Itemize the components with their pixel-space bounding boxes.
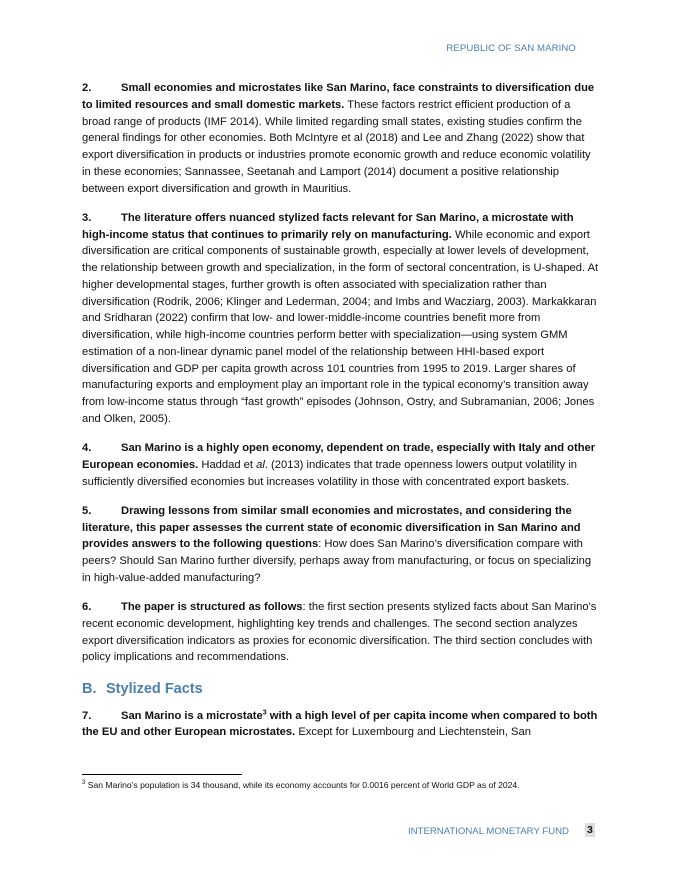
paragraph-3 xyxy=(82,210,600,428)
section-letter: B. xyxy=(82,680,97,697)
paragraph-5 xyxy=(82,503,600,587)
paragraph-text: Except for Luxembourg and Liechtenstein, San xyxy=(295,726,531,739)
paragraph-text: While economic and export diversification are critical components of sustainable growth, especially at lower levels of development, the relationship between growth and specialization, in the form of sectoral concentration, is U-shaped. At higher developmental stages, further growth is often associated with specialization rather than diversification (Rodrik, 2006; Klinger and Lederman, 2004; and Imbs and Wacziarg, 2003). Markakkaran and Sridharan (2022) confirm that low- and lower-middle-income countries benefit more from diversification, while high-income countries perform better with specialization—using system GMM estimation of a non-linear dynamic panel model of the relationship between HHI-based export diversification and GDP per capita growth across 101 countries from 1995 to 2019. Larger shares of manufacturing exports and employment play an important role in the typical economy’s transition away from low-income status through “fast growth” episodes (Johnson, Ostry, and Subramanian, 2006; Jones and Olken, 2005). xyxy=(82,228,599,425)
paragraph-text: : the first section presents stylized facts about San Marino's recent economic development, highlighting key trends and challenges. The second section analyzes export diversification indicators as proxies for economic diversification. The third section concludes with policy implications and recommendations. xyxy=(82,601,597,664)
paragraph-2 xyxy=(82,80,600,197)
paragraph-lead: The paper is structured as follows xyxy=(121,601,303,613)
document-body xyxy=(82,80,600,754)
section-title: Stylized Facts xyxy=(106,680,203,697)
section-heading xyxy=(82,679,600,699)
footnote-divider xyxy=(82,774,242,775)
paragraph-number: 5. xyxy=(82,504,92,517)
paragraph-lead-a: San Marino is a microstate xyxy=(121,709,263,722)
paragraph-lead: The literature offers nuanced stylized facts relevant for San Marino, a microstate with high-income status that continues to primarily rely on manufacturing. xyxy=(82,211,574,241)
paragraph-text: . (2013) indicates that trade openness lowers output volatility in sufficiently diversified economies but increases volatility in those with concentrated export baskets. xyxy=(82,458,578,488)
paragraph-text: Haddad et xyxy=(198,458,257,471)
paragraph-text: These factors restrict efficient production of a broad range of products (IMF 2014). While limited regarding small states, existing studies confirm the general findings for other economies. Both McIntyre et al (2018) and Lee and Zhang (2022) show that export diversification in products or industries promote economic growth and reduce economic volatility in these economies; Sannassee, Seetanah and Lamport (2014) document a positive relationship between export diversification and growth in Mauritius. xyxy=(82,98,591,195)
page-number: 3 xyxy=(587,824,593,836)
paragraph-6 xyxy=(82,599,600,666)
paragraph-lead: Drawing lessons from similar small economies and microstates, and considering the literature, this paper assesses the current state of economic diversification in San Marino and provides answers to the following questions xyxy=(82,504,581,551)
paragraph-number: 7. xyxy=(82,709,92,722)
paragraph-italic: al xyxy=(256,458,265,471)
paragraph-text: : How does San Marino’s diversification compare with peers? Should San Marino further diversify, perhaps away from manufacturing, or focus on specializing in high-value-added manufacturing? xyxy=(82,538,592,584)
footnote-reference[interactable]: 3 xyxy=(262,708,267,716)
footnote-text: San Marino’s population is 34 thousand, while its economy accounts for 0.0016 percent of World GDP as of 2024. xyxy=(85,780,520,790)
footer-organization: INTERNATIONAL MONETARY FUND xyxy=(408,826,569,837)
paragraph-number: 2. xyxy=(82,82,92,94)
footnote-mark: 3 xyxy=(82,780,86,787)
paragraph-number: 4. xyxy=(82,442,92,454)
paragraph-lead: San Marino is a highly open economy, dependent on trade, especially with Italy and other European economies. xyxy=(82,442,596,471)
running-header: REPUBLIC OF SAN MARINO xyxy=(446,43,576,54)
paragraph-4 xyxy=(82,440,600,490)
paragraph-number: 6. xyxy=(82,601,92,613)
paragraph-7 xyxy=(82,708,600,742)
paragraph-number: 3. xyxy=(82,211,92,224)
paragraph-lead: Small economies and microstates like San Marino, face constraints to diversification due to limited resources and small domestic markets. xyxy=(82,82,595,111)
paragraph-lead-b: with a high level of per capita income when compared to both the EU and other European microstates. xyxy=(82,709,598,739)
footnote xyxy=(82,780,520,790)
